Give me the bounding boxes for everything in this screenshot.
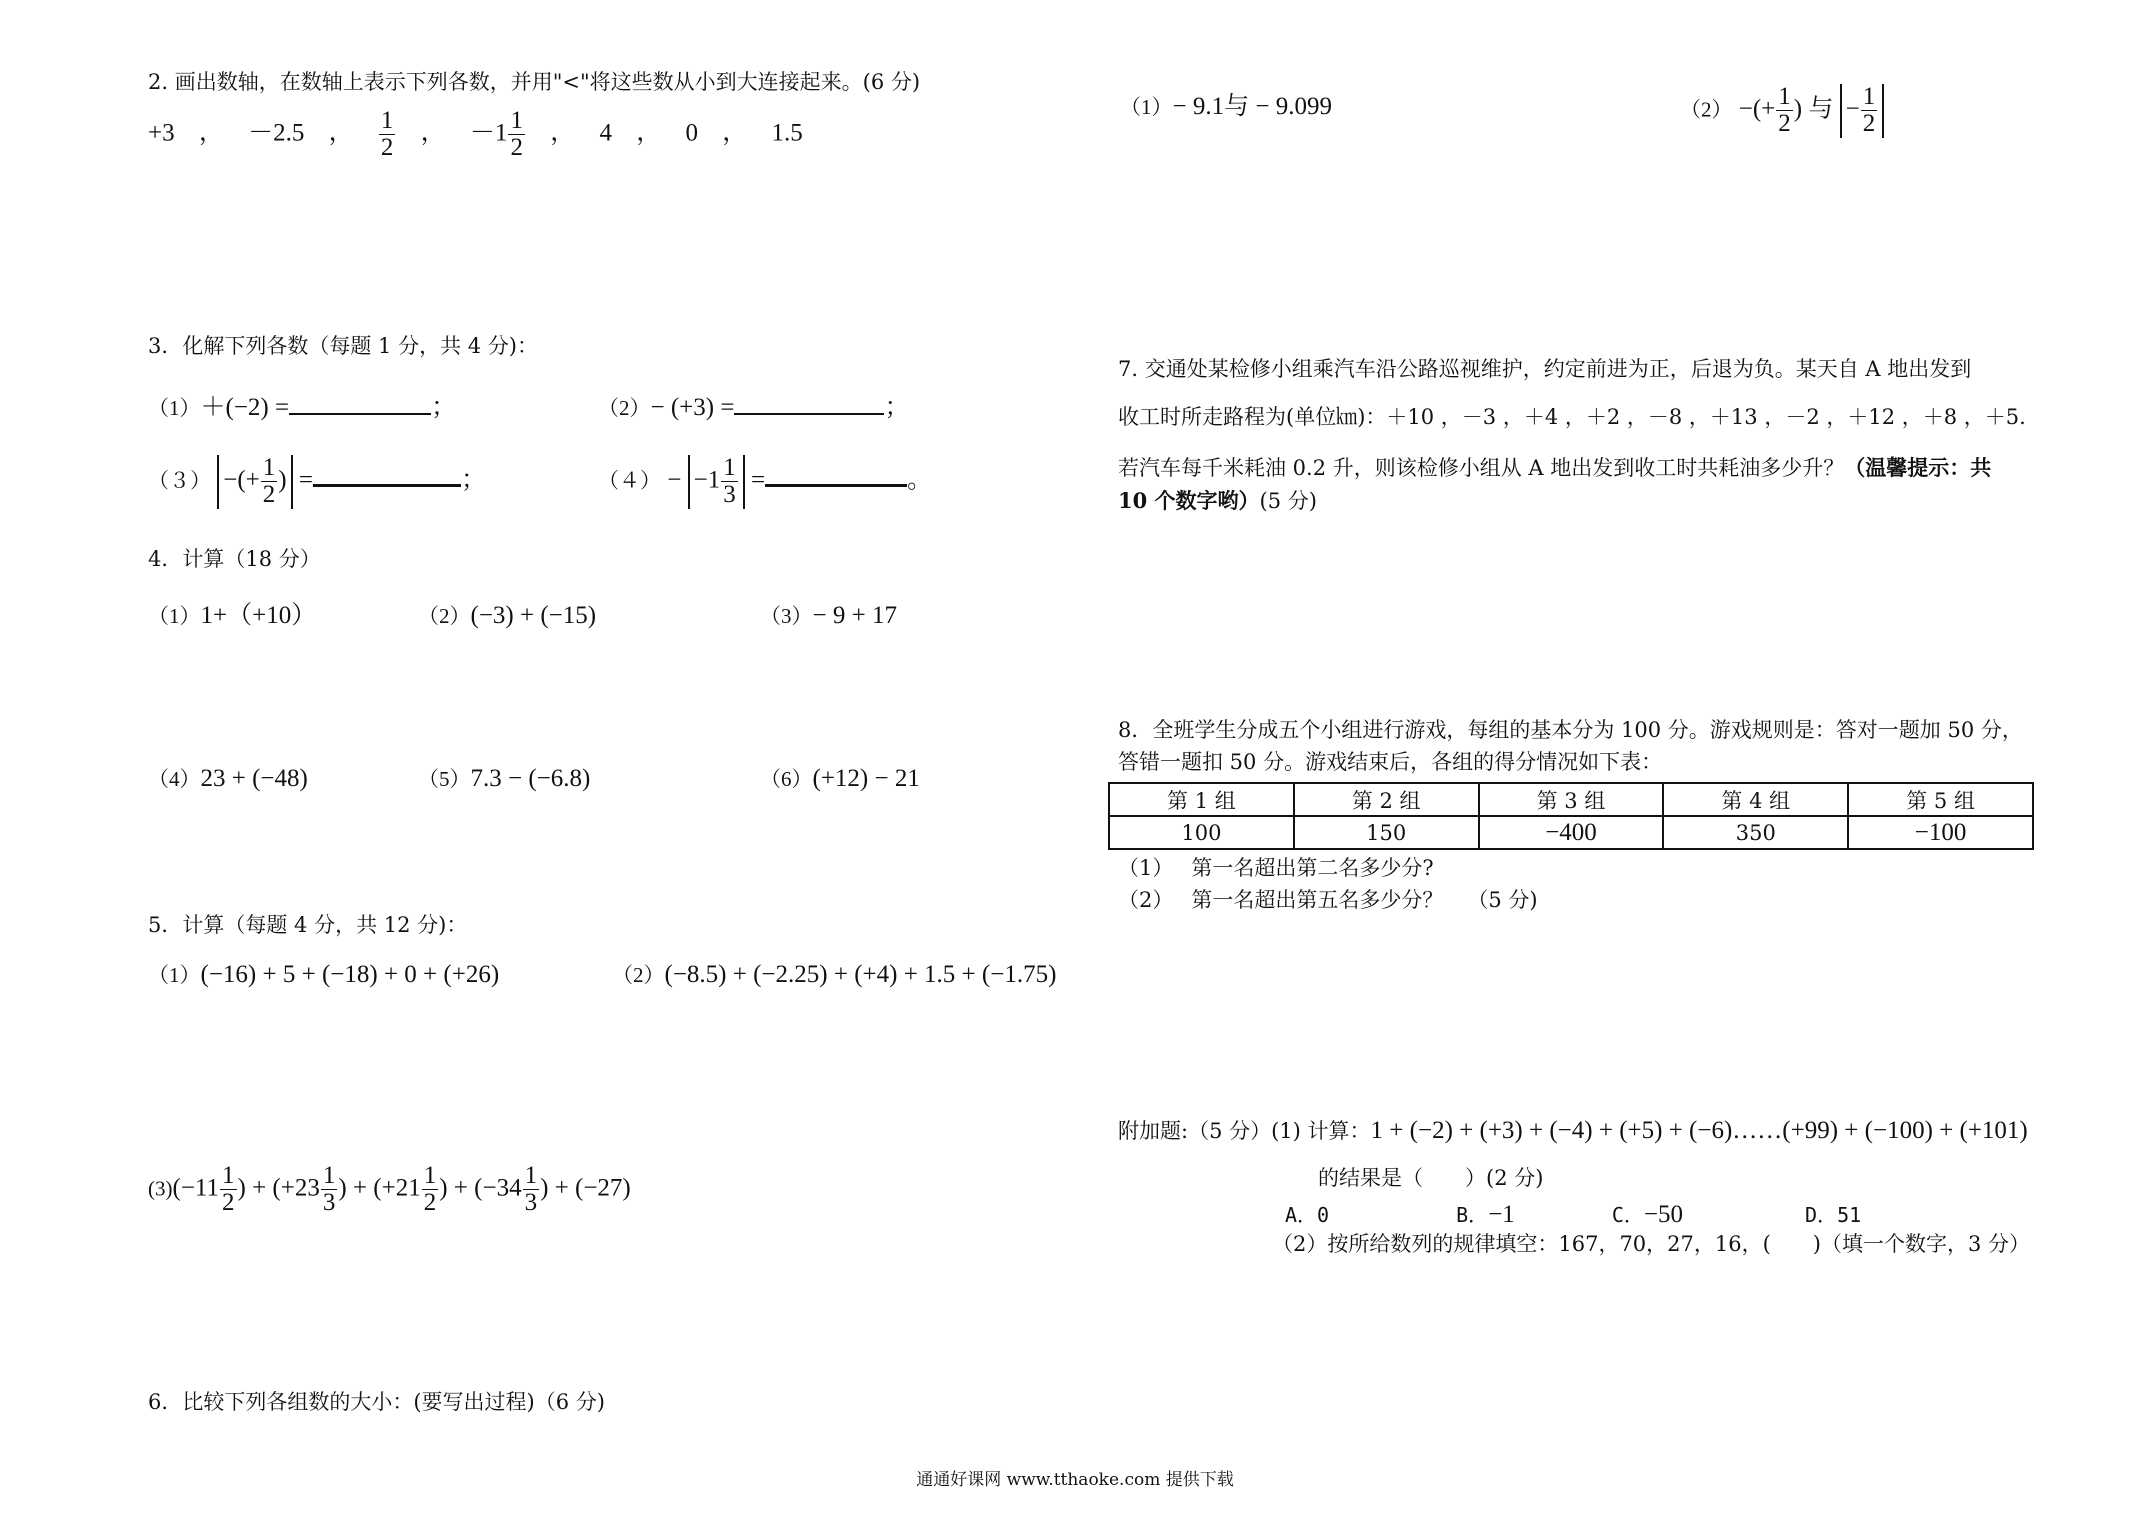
q3-part-4: （４） − −1 $\frac{1}{3}$ = 。 (598, 454, 933, 509)
table-header-cell: 第 1 组 (1109, 783, 1294, 816)
q3-part-2: （2）− (+3) = ； (598, 394, 910, 421)
extra-question: 附加题:（5 分）(1) 计算：1 + (−2) + (+3) + (−4) + (+5) + (−6)……(+99) + (−100) + (+101) (1118, 1117, 2028, 1144)
q5-part-2: （2）(−8.5) + (−2.25) + (+4) + 1.5 + (−1.75) (612, 961, 1057, 988)
option-b[interactable]: B．−1 (1456, 1201, 1515, 1228)
q5-part-1: （1）(−16) + 5 + (−18) + 0 + (+26) (148, 961, 500, 988)
q4-part-6: （6）(+12) − 21 (760, 765, 920, 792)
extra-part-2: （2）按所给数列的规律填空：167，70，27，16，( )（填一个数字，3 分） (1272, 1232, 2031, 1256)
answer-blank[interactable] (289, 413, 431, 415)
q3-part-1: （1）＋(−2) = ； (148, 394, 457, 421)
fraction: $\frac{1}{2}$ (380, 107, 394, 162)
q8-sub-2: （2） 第一名超出第五名多少分？ （5 分) (1118, 888, 1538, 912)
fraction: $\frac{1}{2}$ (510, 107, 523, 162)
absolute-value: −1 $\frac{1}{3}$ (688, 455, 745, 509)
page-footer: 通通好课网 www.tthaoke.com 提供下载 (916, 1470, 1234, 1490)
table-row (1109, 816, 2033, 849)
q4-part-2: （2）(−3) + (−15) (418, 602, 597, 629)
q4-part-3: （3）− 9 + 17 (760, 602, 897, 629)
table-cell: 150 (1294, 816, 1479, 849)
q4-part-5: （5）7.3 − (−6.8) (418, 765, 591, 792)
q3-part-3: （３） −(+ $\frac{1}{2}$ ) = ； (148, 454, 486, 509)
q4-part-4: （4）23 + (−48) (148, 765, 308, 792)
q7-line-3: 若汽车每千米耗油 0.2 升，则该检修小组从 A 地出发到收工时共耗油多少升？（温馨提示：共 (1118, 455, 1992, 480)
table-cell: −400 (1479, 816, 1664, 849)
absolute-value: − $\frac{1}{2}$ (1840, 84, 1885, 138)
answer-blank[interactable] (313, 484, 461, 487)
table-header-row (1109, 783, 2033, 816)
q6-title: 6．比较下列各组数的大小：(要写出过程)（6 分) (148, 1390, 605, 1414)
answer-blank[interactable] (734, 413, 884, 415)
q7-line-2: 收工时所走路程为(单位㎞)：＋10 ，－3 ，＋4 ，＋2 ，－8 ，＋13 ，－2 ，＋12 ，＋8 ，＋5. (1118, 405, 2026, 429)
table-header-cell: 第 4 组 (1663, 783, 1848, 816)
q4-title: 4．计算（18 分） (148, 547, 321, 571)
q7-line-4: 10 个数字哟）(5 分) (1118, 488, 1317, 513)
fraction: $\frac{1}{3}$ (322, 1162, 336, 1217)
q8-line-2: 答错一题扣 50 分。游戏结束后，各组的得分情况如下表： (1118, 750, 1663, 774)
table-cell: 350 (1663, 816, 1848, 849)
extra-options (1285, 1200, 1861, 1230)
q5-part-3: (3)(−11 $\frac{1}{2}$ ) + (+23 $\frac{1}{3}$ ) + (+21 $\frac{1}{2}$ ) + (−34 $\frac{1}{3}$ ) + (−27) (148, 1162, 631, 1217)
table-header-cell: 第 3 组 (1479, 783, 1664, 816)
option-d[interactable]: D．51 (1805, 1203, 1862, 1227)
q6-part-1: （1）− 9.1与 − 9.099 (1120, 93, 1332, 120)
fraction: $\frac{1}{2}$ (423, 1162, 437, 1217)
fraction: $\frac{1}{2}$ (222, 1162, 235, 1217)
score-table (1108, 782, 2034, 850)
q4-part-1: （1）1+（+10） (148, 602, 317, 629)
answer-blank[interactable] (765, 484, 907, 487)
q3-title: 3．化解下列各数（每题 1 分，共 4 分)： (148, 334, 538, 358)
q5-title: 5．计算（每题 4 分，共 12 分)： (148, 913, 468, 937)
option-a[interactable]: A．0 (1285, 1203, 1330, 1227)
table-cell: −100 (1848, 816, 2033, 849)
q8-line-1: 8．全班学生分成五个小组进行游戏，每组的基本分为 100 分。游戏规则是：答对一题加 50 分， (1118, 718, 2023, 742)
q6-part-2: （2） −(+ $\frac{1}{2}$ ) 与 − $\frac{1}{2}$ (1680, 84, 1884, 138)
extra-result-line: 的结果是（ ）(2 分) (1318, 1166, 1544, 1190)
table-cell: 100 (1109, 816, 1294, 849)
option-c[interactable]: C．−50 (1611, 1201, 1683, 1228)
fraction: $\frac{1}{3}$ (524, 1162, 538, 1217)
table-header-cell: 第 2 组 (1294, 783, 1479, 816)
q2-numbers: +3 ， －2.5 ， $\frac{1}{2}$ ， －1 $\frac{1}{2}$ ， 4 ， 0 ， 1.5 (148, 107, 803, 162)
q2-title: 2. 画出数轴，在数轴上表示下列各数，并用"<"将这些数从小到大连接起来。(6 分) (148, 70, 921, 94)
table-header-cell: 第 5 组 (1848, 783, 2033, 816)
absolute-value: −(+ $\frac{1}{2}$ ) (217, 455, 292, 509)
q7-line-1: 7. 交通处某检修小组乘汽车沿公路巡视维护，约定前进为正，后退为负。某天自 A 地出发到 (1118, 357, 1972, 381)
q8-sub-1: （1） 第一名超出第二名多少分? (1118, 856, 1434, 880)
fraction: $\frac{1}{2}$ (1778, 83, 1791, 138)
